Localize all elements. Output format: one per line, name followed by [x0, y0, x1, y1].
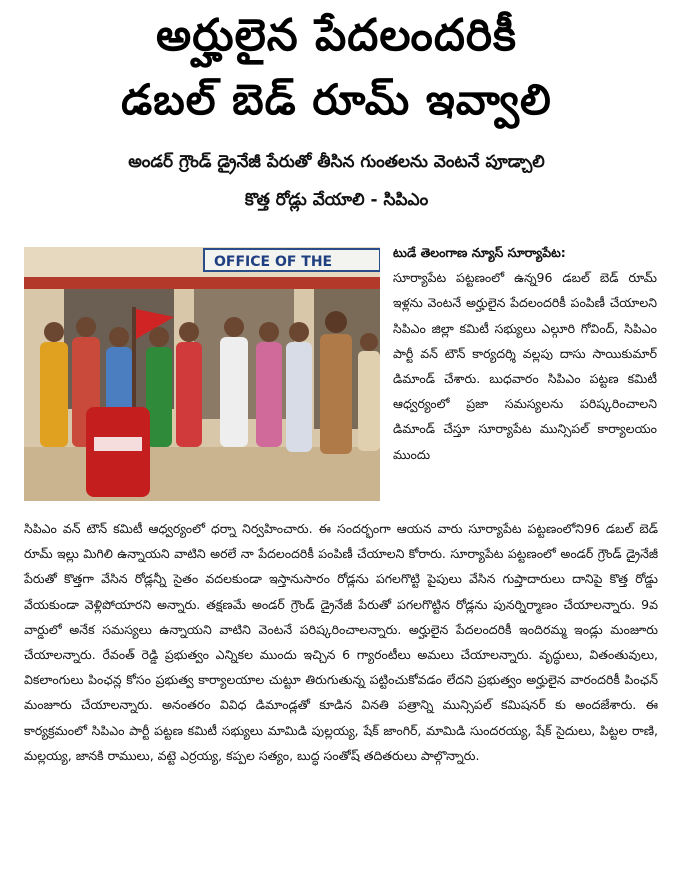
office-sign-text: OFFICE OF THE — [214, 254, 333, 270]
article-body — [24, 516, 658, 768]
article-column-text: సూర్యాపేట పట్టణంలో ఉన్న96 డబల్ బెడ్ రూమ్ ఇళ్లను వెంటనే అర్హులైన పేదలందరికీ పంపిణీ చేయాలని సిపిఎం జిల్లా కమిటీ సభ్యులు ఎల్గూరి గోవింద్, సిపిఎం పార్టీ వన్ టౌన్ కార్యదర్శి వల్లపు దాసు సాయికుమార్ డిమాండ్ చేశారు. బుధవారం సిపిఎం పట్టణ కమిటీ ఆధ్వర్యంలో ప్రజా సమస్యలను పరిష్కరించాలని డిమాండ్ చేస్తూ సూర్యాపేట మున్సిపల్ కార్యాలయం ముందు — [393, 270, 657, 462]
article-body-text: సిపిఎం వన్ టౌన్ కమిటీ ఆధ్వర్యంలో ధర్నా నిర్వహించారు. ఈ సందర్భంగా ఆయన వారు సూర్యాపేట పట్టణంలోని96 డబల్ బెడ్ రూమ్ ఇల్లు మిగిలి ఉన్నాయని వాటిని అరలే నా పేదలందరికీ పంపిణీ చేయాలని కోరారు. సూర్యాపేట పట్టణంలో అండర్ గ్రౌండ్ డ్రైనేజీ పేరుతో కొత్తగా వేసిన రోడ్లన్నీ సైతం వదలకుండా ఇస్తానుసారం రోడ్లను పగలగొట్టి పైపులు వేసిన గుప్తాదారులు దానిపై కొత్త రోడ్డు వేయకుండా వెళ్లిపోయారని అన్నారు. తక్షణమే అండర్ గ్రౌండ్ డ్రైనేజీ పేరుతో పగలగొట్టిన రోడ్లను పునర్నిర్మాణం చేయాలన్నారు. 9వ వార్డులో అనేక సమస్యలు ఉన్నాయని వాటిని వెంటనే పరిష్కరించాలన్నారు. అర్హులైన పేదలందరికీ ఇందిరమ్మ ఇండ్లు మంజూరు చేయాలన్నారు. రేవంత్ రెడ్డి ప్రభుత్వం ఎన్నికల ముందు ఇచ్చిన 6 గ్యారంటీలు అమలు చేయాలన్నారు. వృద్ధులు, వితంతువులు, వికలాంగులు పింఛన్ల కోసం ప్రభుత్వ కార్యాలయాల చుట్టూ తిరుగుతున్న పట్టించుకోవడం లేదని ప్రభుత్వం అర్హులైన వారందరికీ పింఛన్ మంజూరు చేయాలన్నారు. అనంతరం వివిధ డిమాండ్లతో కూడిన వినతి పత్రాన్ని మున్సిపల్ కమిషనర్ కు అందజేశారు. ఈ కార్యక్రమంలో సిపిఎం పార్టీ పట్టణ కమిటీ సభ్యులు మామిడి పుల్లయ్య, షేక్ జాంగిర్, మామిడి సుందరయ్య, షేక్ సైదులు, పిట్టల రాణి, మల్లయ్య, జానకి రాములు, వట్టె ఎర్రయ్య, కప్పల సత్యం, బుద్ధ సంతోష్ తదితరులు పాల్గొన్నారు. — [24, 521, 658, 763]
subheadline-line-2: కొత్త రోడ్లు వేయాలి - సిపిఎం — [244, 190, 429, 210]
protest-scene-image — [24, 247, 380, 501]
dateline: టుడే తెలంగాణ న్యూస్ సూర్యాపేట: — [393, 245, 566, 260]
headline-line-2: డబల్ బెడ్ రూమ్ ఇవ్వాలి — [121, 75, 552, 124]
subheadline-line-1: అండర్ గ్రౌండ్ డ్రైనేజీ పేరుతో తీసిన గుంతలను వెంటనే పూడ్చాలి — [128, 152, 545, 172]
article-column — [393, 240, 657, 467]
news-photo — [24, 247, 380, 501]
headline-line-1: అర్హులైన పేదలందరికీ — [156, 10, 517, 61]
